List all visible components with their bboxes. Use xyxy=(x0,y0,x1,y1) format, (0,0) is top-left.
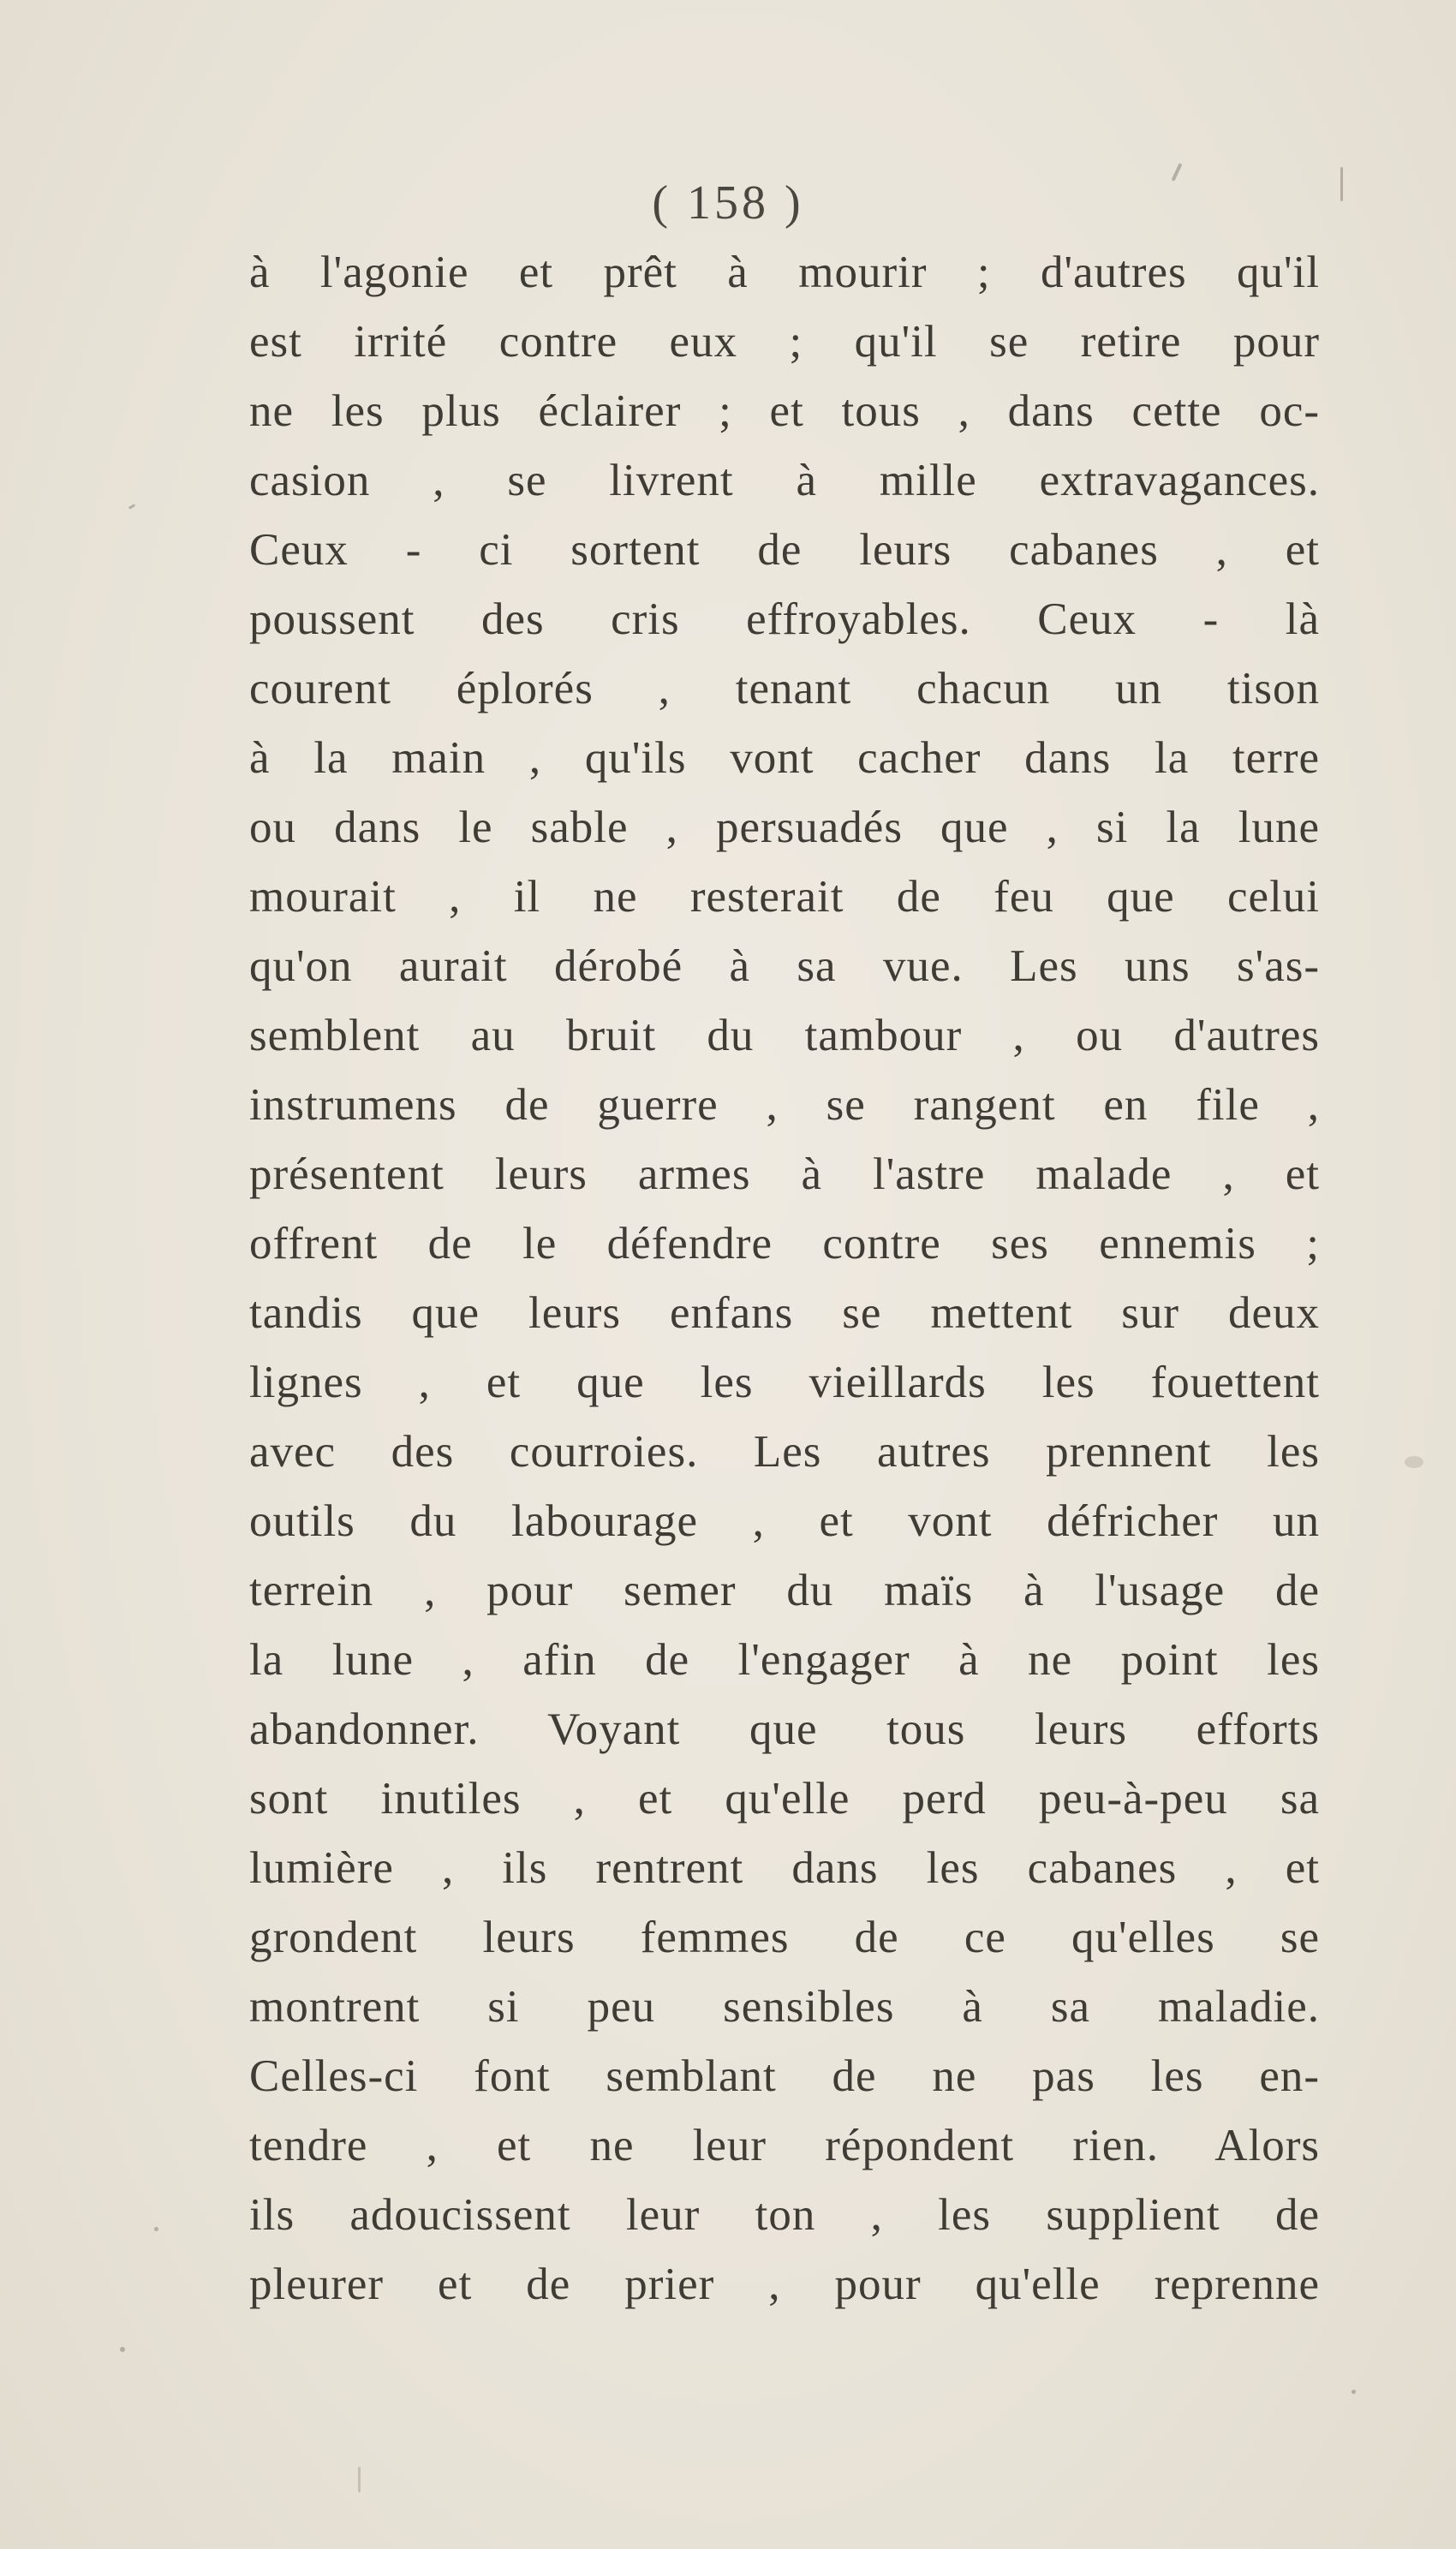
text-line: montrent si peu sensibles à sa maladie. xyxy=(249,1982,1320,2032)
text-line: à l'agonie et prêt à mourir ; d'autres qu'il xyxy=(249,248,1320,297)
text-line: semblent au bruit du tambour , ou d'autres xyxy=(249,1011,1320,1060)
text-line: qu'on aurait dérobé à sa vue. Les uns s'as- xyxy=(249,941,1320,991)
paper-speck xyxy=(154,2227,158,2231)
text-line: sont inutiles , et qu'elle perd peu-à-peu sa xyxy=(249,1774,1320,1824)
text-line: Celles-ci font semblant de ne pas les en- xyxy=(249,2051,1320,2101)
text-line: terrein , pour semer du maïs à l'usage de xyxy=(249,1566,1320,1615)
text-line: courent éplorés , tenant chacun un tison xyxy=(249,664,1320,713)
text-line: ils adoucissent leur ton , les supplient de xyxy=(249,2190,1320,2240)
text-line: présentent leurs armes à l'astre malade , et xyxy=(249,1149,1320,1199)
text-line: offrent de le défendre contre ses ennemis ; xyxy=(249,1219,1320,1269)
body-text xyxy=(249,238,1320,2319)
paper-speck xyxy=(128,504,135,510)
paper-speck xyxy=(358,2467,361,2492)
paper-speck xyxy=(1405,1456,1423,1468)
text-line: grondent leurs femmes de ce qu'elles se xyxy=(249,1913,1320,1962)
text-line: est irrité contre eux ; qu'il se retire pour xyxy=(249,317,1320,367)
text-line: pleurer et de prier , pour qu'elle reprenne xyxy=(249,2259,1320,2309)
text-line: outils du labourage , et vont défricher un xyxy=(249,1496,1320,1546)
text-line: poussent des cris effroyables. Ceux - là xyxy=(249,594,1320,644)
text-line: tendre , et ne leur répondent rien. Alors xyxy=(249,2121,1320,2170)
text-line: lignes , et que les vieillards les fouettent xyxy=(249,1358,1320,1407)
text-line: Ceux - ci sortent de leurs cabanes , et xyxy=(249,525,1320,575)
text-line: instrumens de guerre , se rangent en file , xyxy=(249,1080,1320,1130)
text-line: ne les plus éclairer ; et tous , dans cette oc- xyxy=(249,386,1320,436)
text-line: casion , se livrent à mille extravagances. xyxy=(249,456,1320,505)
text-line: avec des courroies. Les autres prennent les xyxy=(249,1427,1320,1477)
paper-speck xyxy=(1352,2390,1356,2394)
text-line: mourait , il ne resterait de feu que celui xyxy=(249,872,1320,922)
text-line: abandonner. Voyant que tous leurs efforts xyxy=(249,1704,1320,1754)
paper-speck xyxy=(1340,167,1343,201)
text-line: ou dans le sable , persuadés que , si la lune xyxy=(249,803,1320,852)
text-line: à la main , qu'ils vont cacher dans la terre xyxy=(249,733,1320,783)
text-line: tandis que leurs enfans se mettent sur deux xyxy=(249,1288,1320,1338)
text-line: la lune , afin de l'engager à ne point les xyxy=(249,1635,1320,1685)
page-number: ( 158 ) xyxy=(652,176,804,230)
paper-speck xyxy=(120,2347,125,2352)
text-line: lumière , ils rentrent dans les cabanes , et xyxy=(249,1843,1320,1893)
